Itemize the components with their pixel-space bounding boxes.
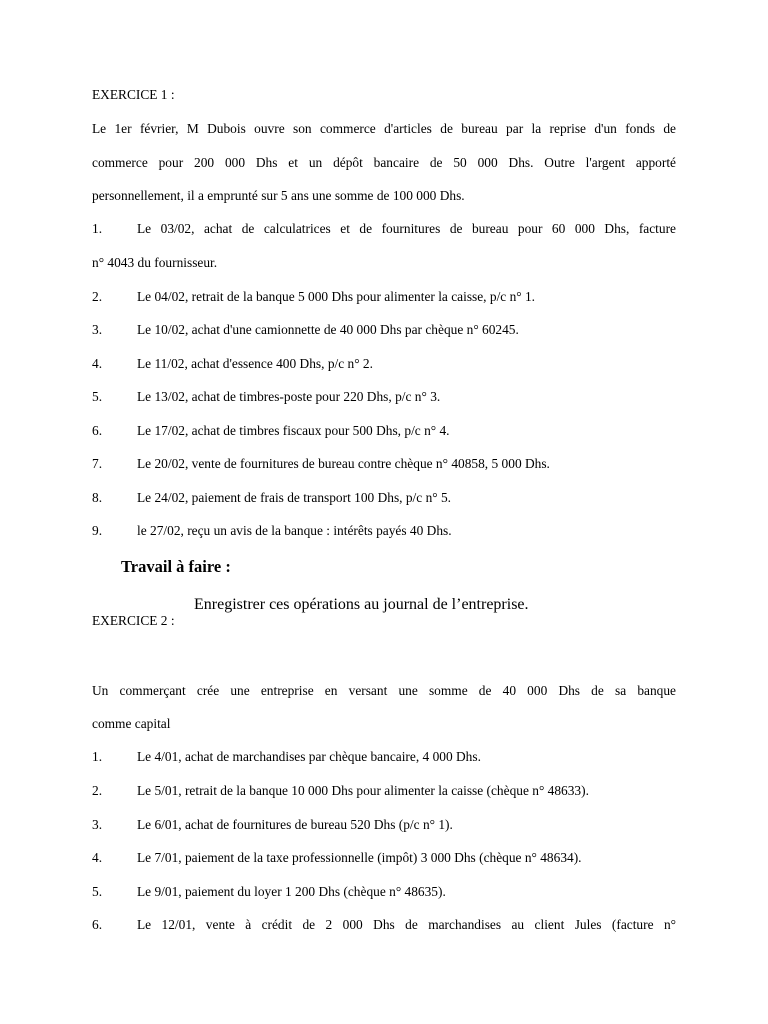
work-to-do-heading: Travail à faire : bbox=[121, 557, 231, 576]
item-text: Le 4/01, achat de marchandises par chèque bancaire, 4 000 Dhs. bbox=[137, 749, 481, 764]
item-number: 4. bbox=[92, 356, 103, 371]
item-text: Le 04/02, retrait de la banque 5 000 Dhs pour alimenter la caisse, p/c n° 1. bbox=[137, 289, 536, 304]
item-number: 8. bbox=[92, 490, 103, 505]
item-number: 3. bbox=[92, 817, 103, 832]
item-number: 3. bbox=[92, 322, 103, 337]
item-number: 2. bbox=[92, 289, 103, 304]
exercise-1-intro-line-2: commerce pour 200 000 Dhs et un dépôt bancaire de 50 000 Dhs. Outre l'argent apporté bbox=[92, 155, 676, 170]
item-number: 4. bbox=[92, 850, 103, 865]
item-text: Le 6/01, achat de fournitures de bureau 520 Dhs (p/c n° 1). bbox=[137, 817, 453, 832]
exercise-1-item-1-continuation: n° 4043 du fournisseur. bbox=[92, 255, 218, 270]
work-instruction: Enregistrer ces opérations au journal de l’entreprise. bbox=[194, 596, 529, 613]
item-text: Le 9/01, paiement du loyer 1 200 Dhs (chèque n° 48635). bbox=[137, 884, 446, 899]
exercise-2-intro-line-2: comme capital bbox=[92, 716, 171, 731]
item-text: le 27/02, reçu un avis de la banque : intérêts payés 40 Dhs. bbox=[137, 523, 452, 538]
item-number: 1. bbox=[92, 221, 103, 236]
item-number: 5. bbox=[92, 389, 103, 404]
exercise-1-intro-line-3: personnellement, il a emprunté sur 5 ans une somme de 100 000 Dhs. bbox=[92, 188, 465, 203]
exercise-2-intro-line-1: Un commerçant crée une entreprise en versant une somme de 40 000 Dhs de sa banque bbox=[92, 683, 676, 698]
item-number: 5. bbox=[92, 884, 103, 899]
item-text: Le 24/02, paiement de frais de transport 100 Dhs, p/c n° 5. bbox=[137, 490, 452, 505]
item-number: 6. bbox=[92, 423, 103, 438]
item-text: Le 20/02, vente de fournitures de bureau contre chèque n° 40858, 5 000 Dhs. bbox=[137, 456, 550, 471]
exercise-2-title: EXERCICE 2 : bbox=[92, 613, 175, 628]
item-text: Le 7/01, paiement de la taxe professionnelle (impôt) 3 000 Dhs (chèque n° 48634). bbox=[137, 850, 582, 865]
exercise-1-intro-line-1: Le 1er février, M Dubois ouvre son commerce d'articles de bureau par la reprise d'un fonds de bbox=[92, 121, 676, 136]
item-text: Le 13/02, achat de timbres-poste pour 220 Dhs, p/c n° 3. bbox=[137, 389, 441, 404]
item-text: Le 17/02, achat de timbres fiscaux pour 500 Dhs, p/c n° 4. bbox=[137, 423, 450, 438]
item-number: 6. bbox=[92, 917, 103, 932]
exercise-1-title: EXERCICE 1 : bbox=[92, 87, 175, 102]
item-text: Le 11/02, achat d'essence 400 Dhs, p/c n° 2. bbox=[137, 356, 373, 371]
item-text: Le 12/01, vente à crédit de 2 000 Dhs de marchandises au client Jules (facture n° bbox=[137, 917, 676, 932]
item-number: 2. bbox=[92, 783, 103, 798]
item-text: Le 5/01, retrait de la banque 10 000 Dhs pour alimenter la caisse (chèque n° 48633). bbox=[137, 783, 589, 798]
item-number: 9. bbox=[92, 523, 103, 538]
item-text: Le 03/02, achat de calculatrices et de fournitures de bureau pour 60 000 Dhs, facture bbox=[137, 221, 676, 236]
item-number: 7. bbox=[92, 456, 103, 471]
item-text: Le 10/02, achat d'une camionnette de 40 000 Dhs par chèque n° 60245. bbox=[137, 322, 519, 337]
item-number: 1. bbox=[92, 749, 103, 764]
